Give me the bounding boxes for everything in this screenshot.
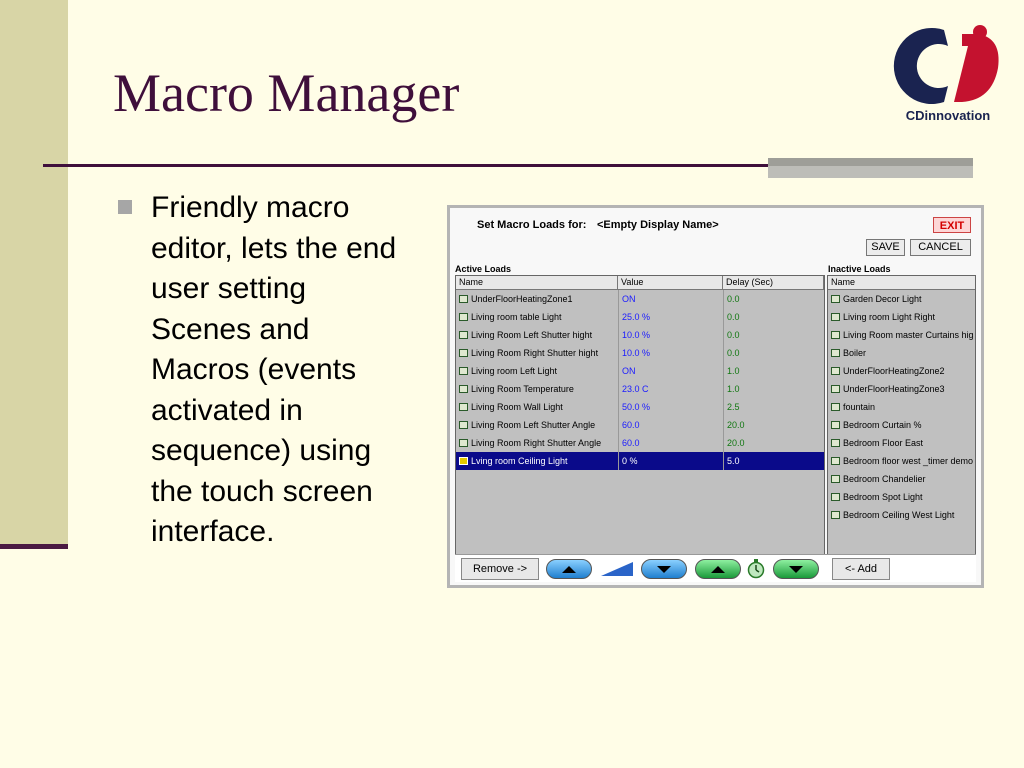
load-icon: [831, 403, 840, 411]
inactive-load-row[interactable]: [828, 290, 975, 308]
load-icon: [831, 493, 840, 501]
load-name: [456, 326, 618, 344]
inactive-load-row[interactable]: [828, 416, 975, 434]
load-name: [456, 416, 618, 434]
load-name-text: Bedroom Floor East: [843, 438, 924, 448]
active-load-row[interactable]: [456, 326, 824, 344]
column-name[interactable]: Name: [456, 276, 618, 289]
inactive-load-row[interactable]: [828, 398, 975, 416]
load-name-text: Living Room Left Shutter hight: [471, 330, 593, 340]
load-name-text: Living room Left Light: [471, 366, 558, 376]
load-name-text: Bedroom floor west _timer demo: [843, 456, 974, 466]
macro-editor-screenshot: [447, 205, 984, 588]
active-load-row[interactable]: [456, 416, 824, 434]
remove-button[interactable]: Remove ->: [461, 558, 539, 580]
bullet-text: Friendly macro editor, lets the end user setting Scenes and Macros (events activated in sequence) using the touch screen interface.: [151, 191, 397, 548]
inactive-load-row[interactable]: [828, 470, 975, 488]
bullet-marker: [118, 200, 132, 214]
ramp-icon[interactable]: [601, 562, 633, 576]
load-name-text: Living Room master Curtains hig: [843, 330, 974, 340]
active-loads-label: Active Loads: [455, 264, 512, 274]
load-icon: [831, 313, 840, 321]
active-load-row[interactable]: [456, 344, 824, 362]
load-name-text: UnderFloorHeatingZone3: [843, 384, 945, 394]
active-loads-table: [455, 275, 825, 555]
load-name: [456, 380, 618, 398]
load-value: 10.0 %: [618, 344, 723, 362]
column-value[interactable]: Value: [618, 276, 723, 289]
inactive-loads-list: [827, 275, 976, 555]
load-icon: [831, 385, 840, 393]
load-name-text: Living Room Left Shutter Angle: [471, 420, 596, 430]
inactive-load-row[interactable]: [828, 308, 975, 326]
load-icon: [459, 331, 468, 339]
load-icon: [459, 385, 468, 393]
load-icon: [459, 421, 468, 429]
load-name-text: Living Room Right Shutter Angle: [471, 438, 602, 448]
load-name-text: Living room Light Right: [843, 312, 936, 322]
load-name-text: fountain: [843, 402, 876, 412]
load-name-text: Garden Decor Light: [843, 294, 922, 304]
load-delay: 20.0: [723, 434, 824, 452]
inactive-column-name[interactable]: Name: [831, 277, 856, 287]
logo-caption: CDinnovation: [905, 108, 991, 123]
load-delay: 0.0: [723, 308, 824, 326]
left-decor-bar: [0, 544, 68, 549]
load-name: [456, 344, 618, 362]
inactive-load-row[interactable]: [828, 362, 975, 380]
load-icon: [459, 439, 468, 447]
load-delay: 1.0: [723, 362, 824, 380]
delay-down-button[interactable]: [773, 559, 819, 579]
load-name: [456, 398, 618, 416]
load-icon: [831, 349, 840, 357]
load-name-text: UnderFloorHeatingZone2: [843, 366, 945, 376]
load-delay: 0.0: [723, 344, 824, 362]
load-name: [456, 362, 618, 380]
load-name-text: Living Room Temperature: [471, 384, 574, 394]
slide-title: Macro Manager: [113, 63, 460, 123]
load-name-text: Lving room Ceiling Light: [471, 456, 568, 466]
load-delay: 2.5: [723, 398, 824, 416]
move-up-button[interactable]: [546, 559, 592, 579]
inactive-load-row[interactable]: [828, 452, 975, 470]
load-delay: 0.0: [723, 290, 824, 308]
load-icon: [459, 403, 468, 411]
load-name: [456, 290, 618, 308]
inactive-load-row[interactable]: [828, 488, 975, 506]
load-delay: 5.0: [723, 452, 824, 470]
add-button[interactable]: <- Add: [832, 558, 890, 580]
load-value: 60.0: [618, 434, 723, 452]
load-name: [456, 434, 618, 452]
header-label: Set Macro Loads for:: [477, 219, 587, 231]
cancel-button[interactable]: CANCEL: [910, 239, 971, 256]
inactive-loads-header: [828, 276, 975, 290]
load-icon: [831, 439, 840, 447]
active-loads-rows: [456, 290, 824, 470]
load-icon: [831, 367, 840, 375]
cd-logo-icon: [892, 24, 1004, 108]
load-name-text: Bedroom Ceiling West Light: [843, 510, 955, 520]
load-icon: [831, 475, 840, 483]
load-icon: [831, 295, 840, 303]
load-name-text: UnderFloorHeatingZone1: [471, 294, 573, 304]
title-accent-block-top: [768, 158, 973, 166]
inactive-load-row[interactable]: [828, 326, 975, 344]
load-icon: [831, 421, 840, 429]
load-value: 0 %: [618, 452, 723, 470]
active-load-row[interactable]: [456, 362, 824, 380]
delay-up-button[interactable]: [695, 559, 741, 579]
inactive-load-row[interactable]: [828, 380, 975, 398]
load-delay: 1.0: [723, 380, 824, 398]
arrow-up-icon: [711, 566, 725, 573]
inactive-load-row[interactable]: [828, 344, 975, 362]
load-icon: [831, 457, 840, 465]
load-name-text: Bedroom Chandelier: [843, 474, 926, 484]
left-decor-band: [0, 0, 68, 548]
load-value: ON: [618, 362, 723, 380]
arrow-down-icon: [789, 566, 803, 573]
active-loads-header: [456, 276, 824, 290]
load-value: 10.0 %: [618, 326, 723, 344]
save-button[interactable]: SAVE: [866, 239, 905, 256]
load-value: 60.0: [618, 416, 723, 434]
bottom-toolbar: [455, 554, 976, 582]
active-load-row[interactable]: [456, 434, 824, 452]
timer-icon[interactable]: [747, 559, 765, 579]
load-name-text: Living Room Wall Light: [471, 402, 563, 412]
active-load-row[interactable]: [456, 290, 824, 308]
arrow-down-icon: [657, 566, 671, 573]
inactive-loads-rows: [828, 290, 975, 524]
arrow-up-icon: [562, 566, 576, 573]
load-value: 23.0 C: [618, 380, 723, 398]
load-icon: [459, 313, 468, 321]
cdinnovation-logo: [892, 24, 1004, 128]
load-icon: [459, 349, 468, 357]
load-icon: [459, 457, 468, 465]
inactive-loads-label: Inactive Loads: [828, 264, 891, 274]
column-delay[interactable]: Delay (Sec): [723, 276, 824, 289]
load-icon: [459, 367, 468, 375]
load-name-text: Bedroom Curtain %: [843, 420, 922, 430]
move-down-button[interactable]: [641, 559, 687, 579]
load-icon: [831, 331, 840, 339]
active-load-row[interactable]: [456, 308, 824, 326]
load-icon: [831, 511, 840, 519]
load-name: [456, 308, 618, 326]
load-name: [456, 452, 618, 470]
load-value: ON: [618, 290, 723, 308]
load-icon: [459, 295, 468, 303]
load-delay: 0.0: [723, 326, 824, 344]
exit-button[interactable]: EXIT: [933, 217, 971, 233]
active-load-row[interactable]: [456, 452, 824, 470]
inactive-load-row[interactable]: [828, 434, 975, 452]
load-name-text: Living Room Right Shutter hight: [471, 348, 599, 358]
load-name-text: Boiler: [843, 348, 867, 358]
inactive-load-row[interactable]: [828, 506, 975, 524]
active-load-row[interactable]: [456, 398, 824, 416]
load-name-text: Living room table Light: [471, 312, 562, 322]
load-delay: 20.0: [723, 416, 824, 434]
header-display-name: <Empty Display Name>: [597, 219, 719, 231]
load-value: 50.0 %: [618, 398, 723, 416]
load-name-text: Bedroom Spot Light: [843, 492, 923, 502]
active-load-row[interactable]: [456, 380, 824, 398]
load-value: 25.0 %: [618, 308, 723, 326]
